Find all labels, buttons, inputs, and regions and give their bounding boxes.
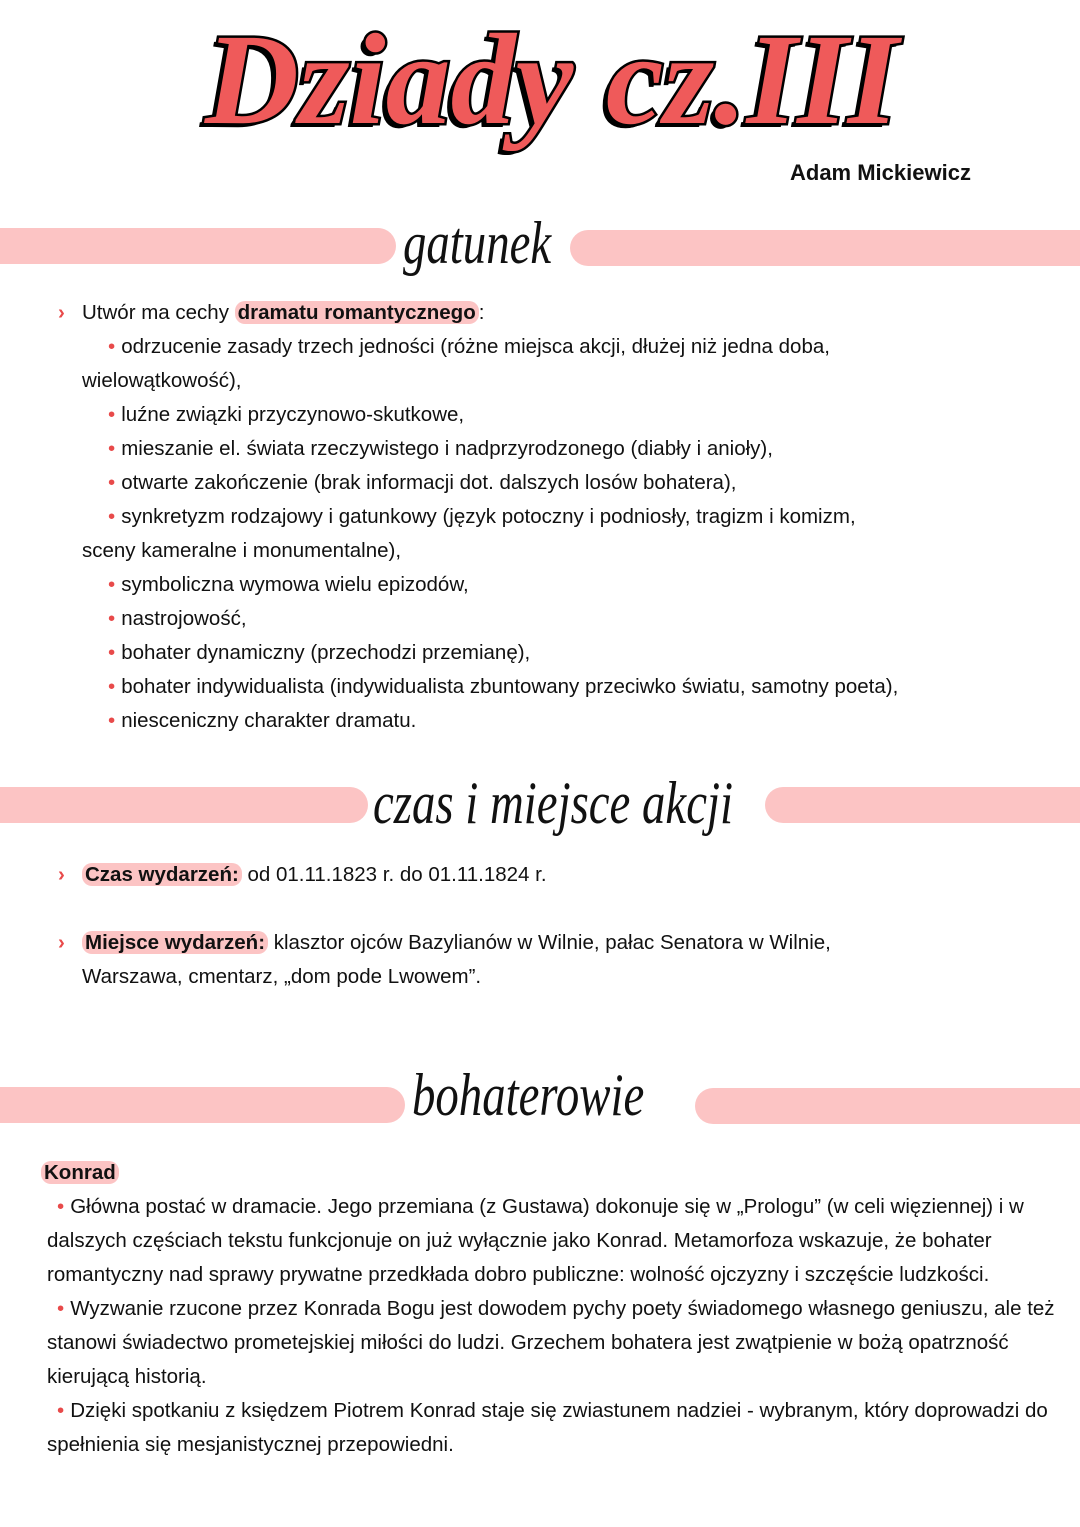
character-paragraph bbox=[47, 1190, 1057, 1292]
item-text: mieszanie el. świata rzeczywistego i nadprzyrodzonego (diabły i anioły), bbox=[121, 437, 773, 460]
bullet-icon: • bbox=[57, 1399, 65, 1422]
item-text: otwarte zakończenie (brak informacji dot. dalszych losów bohatera), bbox=[121, 471, 737, 494]
time-value: od 01.11.1823 r. do 01.11.1824 r. bbox=[241, 863, 547, 886]
character-paragraph bbox=[47, 1292, 1057, 1394]
bullet-icon: • bbox=[108, 437, 116, 460]
intro-suffix: : bbox=[478, 301, 485, 324]
section-heading-time-place: czas i miejsce akcji bbox=[373, 770, 733, 836]
bullet-icon: • bbox=[108, 675, 116, 698]
genre-list-item bbox=[82, 330, 1072, 364]
bullet-icon: • bbox=[108, 403, 116, 426]
bullet-icon: • bbox=[57, 1297, 65, 1320]
genre-list-item bbox=[82, 670, 1072, 704]
characters-block bbox=[44, 1156, 1057, 1462]
item-text: luźne związki przyczynowo-skutkowe, bbox=[121, 403, 465, 426]
character-name: Konrad bbox=[41, 1161, 119, 1184]
genre-list-item bbox=[82, 636, 1072, 670]
place-value: klasztor ojców Bazylianów w Wilnie, pałac Senatora w Wilnie, bbox=[268, 931, 831, 954]
time-label: Czas wydarzeń: bbox=[82, 863, 242, 886]
author: Adam Mickiewicz bbox=[790, 160, 971, 185]
bullet-icon: • bbox=[108, 607, 116, 630]
genre-list-item bbox=[82, 704, 1072, 738]
bullet-icon: • bbox=[108, 641, 116, 664]
section-band bbox=[0, 228, 396, 264]
section-band bbox=[0, 1087, 405, 1123]
paragraph-text: Dzięki spotkaniu z księdzem Piotrem Konrad staje się zwiastunem nadziei - wybranym, który doprowadzi do spełnienia się mesjanistycznej przepowiedni. bbox=[47, 1399, 1048, 1456]
genre-list-item bbox=[82, 432, 1072, 466]
paragraph-text: Główna postać w dramacie. Jego przemiana (z Gustawa) dokonuje się w „Prologu” (w celi więziennej) i w dalszych częściach tekstu funkcjonuje on już wyłącznie jako Konrad. Metamorfoza wskazuje, że bohater romantyczny nad sprawy prywatne przedkłada dobro publiczne: wolność ojczyzny i szczęście ludzkości. bbox=[47, 1195, 1024, 1286]
item-text: bohater indywidualista (indywidualista zbuntowany przeciwko światu, samotny poeta), bbox=[121, 675, 899, 698]
bullet-icon: • bbox=[108, 471, 116, 494]
item-text: nastrojowość, bbox=[121, 607, 247, 630]
highlight: dramatu romantycznego bbox=[235, 301, 479, 324]
character-paragraph bbox=[47, 1394, 1057, 1462]
item-text: synkretyzm rodzajowy i gatunkowy (język potoczny i podniosły, tragizm i komizm, bbox=[121, 505, 856, 528]
page-title: Dziady cz.III bbox=[205, 8, 899, 152]
chevron-icon: › bbox=[58, 863, 65, 886]
intro-text: Utwór ma cechy bbox=[82, 301, 235, 324]
bullet-icon: • bbox=[108, 573, 116, 596]
bullet-icon: • bbox=[57, 1195, 65, 1218]
bullet-icon: • bbox=[108, 335, 116, 358]
item-continuation: wielowątkowość), bbox=[82, 369, 242, 392]
place-label: Miejsce wydarzeń: bbox=[82, 931, 268, 954]
genre-list bbox=[82, 330, 1072, 738]
chevron-icon: › bbox=[58, 301, 65, 324]
genre-list-item bbox=[82, 500, 1072, 534]
section-band bbox=[570, 230, 1080, 266]
time-place-block bbox=[58, 858, 1062, 994]
item-text: bohater dynamiczny (przechodzi przemianę), bbox=[121, 641, 531, 664]
paragraph-text: Wyzwanie rzucone przez Konrada Bogu jest dowodem pychy poety świadomego własnego geniuszu, ale też stanowi świadectwo prometejskiej miłości do ludzi. Grzechem bohatera jest zwątpienie w bożą opatrzność kierującą historią. bbox=[47, 1297, 1055, 1388]
item-text: symboliczna wymowa wielu epizodów, bbox=[121, 573, 469, 596]
chevron-icon: › bbox=[58, 931, 65, 954]
genre-list-item bbox=[82, 398, 1072, 432]
genre-list-item bbox=[82, 602, 1072, 636]
section-band bbox=[0, 787, 368, 823]
section-band bbox=[765, 787, 1080, 823]
place-value-cont: Warszawa, cmentarz, „dom pode Lwowem”. bbox=[82, 965, 482, 988]
section-heading-genre: gatunek bbox=[403, 210, 552, 276]
item-continuation: sceny kameralne i monumentalne), bbox=[82, 539, 402, 562]
genre-list-item bbox=[82, 466, 1072, 500]
genre-list-item bbox=[82, 568, 1072, 602]
bullet-icon: • bbox=[108, 709, 116, 732]
section-heading-characters: bohaterowie bbox=[412, 1062, 645, 1128]
bullet-icon: • bbox=[108, 505, 116, 528]
item-text: odrzucenie zasady trzech jedności (różne miejsca akcji, dłużej niż jedna doba, bbox=[121, 335, 830, 358]
genre-block bbox=[58, 296, 1072, 738]
character-paragraphs bbox=[47, 1190, 1057, 1462]
item-text: niesceniczny charakter dramatu. bbox=[121, 709, 417, 732]
section-band bbox=[695, 1088, 1080, 1124]
